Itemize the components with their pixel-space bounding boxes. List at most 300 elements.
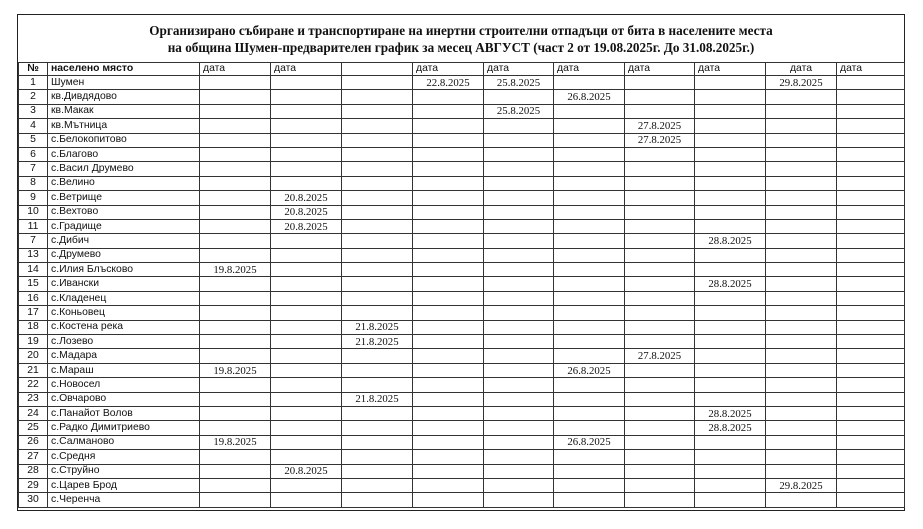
date-cell bbox=[271, 104, 342, 118]
date-cell bbox=[342, 205, 413, 219]
date-cell bbox=[766, 349, 837, 363]
place-name: кв.Дивдядово bbox=[48, 90, 200, 104]
date-cell bbox=[413, 335, 484, 349]
table-row bbox=[19, 76, 905, 90]
date-cell bbox=[695, 306, 766, 320]
date-cell bbox=[837, 335, 905, 349]
date-cell: 29.8.2025 bbox=[766, 478, 837, 492]
row-number: 22 bbox=[19, 378, 48, 392]
date-cell bbox=[766, 176, 837, 190]
date-cell bbox=[625, 406, 695, 420]
date-cell bbox=[766, 320, 837, 334]
place-name: с.Градище bbox=[48, 219, 200, 233]
date-cell bbox=[413, 176, 484, 190]
date-cell: 26.8.2025 bbox=[554, 435, 625, 449]
header-date: дата bbox=[484, 63, 554, 76]
header-date: дата bbox=[271, 63, 342, 76]
place-name: с.Кладенец bbox=[48, 291, 200, 305]
date-cell bbox=[342, 421, 413, 435]
date-cell bbox=[413, 133, 484, 147]
row-number: 7 bbox=[19, 234, 48, 248]
date-cell bbox=[413, 277, 484, 291]
date-cell bbox=[625, 291, 695, 305]
date-cell bbox=[413, 162, 484, 176]
date-cell bbox=[766, 162, 837, 176]
date-cell bbox=[625, 191, 695, 205]
date-cell bbox=[342, 76, 413, 90]
date-cell bbox=[837, 205, 905, 219]
date-cell bbox=[837, 378, 905, 392]
date-cell: 20.8.2025 bbox=[271, 205, 342, 219]
date-cell bbox=[554, 335, 625, 349]
date-cell bbox=[271, 349, 342, 363]
date-cell bbox=[837, 435, 905, 449]
row-number: 8 bbox=[19, 176, 48, 190]
date-cell bbox=[413, 478, 484, 492]
place-name: с.Коньовец bbox=[48, 306, 200, 320]
date-cell bbox=[271, 119, 342, 133]
table-row bbox=[19, 363, 905, 377]
date-cell: 26.8.2025 bbox=[554, 363, 625, 377]
date-cell bbox=[766, 392, 837, 406]
date-cell bbox=[200, 306, 271, 320]
date-cell bbox=[271, 234, 342, 248]
row-number: 19 bbox=[19, 335, 48, 349]
date-cell bbox=[484, 234, 554, 248]
date-cell bbox=[413, 291, 484, 305]
date-cell bbox=[342, 363, 413, 377]
date-cell bbox=[484, 363, 554, 377]
date-cell bbox=[413, 493, 484, 507]
date-cell bbox=[342, 219, 413, 233]
date-cell bbox=[766, 133, 837, 147]
table-row bbox=[19, 133, 905, 147]
date-cell bbox=[554, 205, 625, 219]
date-cell bbox=[554, 421, 625, 435]
date-cell bbox=[554, 493, 625, 507]
place-name: с.Дибич bbox=[48, 234, 200, 248]
date-cell bbox=[484, 335, 554, 349]
date-cell bbox=[766, 104, 837, 118]
date-cell bbox=[342, 478, 413, 492]
date-cell bbox=[837, 191, 905, 205]
place-name: с.Овчарово bbox=[48, 392, 200, 406]
date-cell: 26.8.2025 bbox=[554, 90, 625, 104]
date-cell bbox=[766, 306, 837, 320]
date-cell bbox=[554, 392, 625, 406]
date-cell bbox=[200, 320, 271, 334]
header-date: дата bbox=[200, 63, 271, 76]
date-cell bbox=[200, 464, 271, 478]
row-number: 10 bbox=[19, 205, 48, 219]
date-cell bbox=[200, 378, 271, 392]
place-name: с.Струйно bbox=[48, 464, 200, 478]
date-cell bbox=[554, 464, 625, 478]
date-cell bbox=[200, 90, 271, 104]
date-cell bbox=[766, 421, 837, 435]
row-number: 18 bbox=[19, 320, 48, 334]
date-cell bbox=[625, 263, 695, 277]
date-cell bbox=[200, 205, 271, 219]
date-cell bbox=[271, 263, 342, 277]
table-row bbox=[19, 349, 905, 363]
date-cell: 22.8.2025 bbox=[413, 76, 484, 90]
date-cell bbox=[484, 248, 554, 262]
row-number: 16 bbox=[19, 291, 48, 305]
date-cell bbox=[695, 119, 766, 133]
date-cell bbox=[554, 147, 625, 161]
date-cell bbox=[342, 234, 413, 248]
date-cell bbox=[625, 450, 695, 464]
row-number: 20 bbox=[19, 349, 48, 363]
row-number: 23 bbox=[19, 392, 48, 406]
date-cell bbox=[554, 176, 625, 190]
date-cell bbox=[342, 349, 413, 363]
date-cell bbox=[837, 478, 905, 492]
date-cell bbox=[837, 349, 905, 363]
table-row bbox=[19, 205, 905, 219]
place-name: с.Лозево bbox=[48, 335, 200, 349]
row-number: 11 bbox=[19, 219, 48, 233]
date-cell bbox=[200, 349, 271, 363]
date-cell bbox=[413, 147, 484, 161]
row-number: 2 bbox=[19, 90, 48, 104]
date-cell bbox=[625, 219, 695, 233]
place-name: с.Панайот Волов bbox=[48, 406, 200, 420]
table-row bbox=[19, 335, 905, 349]
row-number: 5 bbox=[19, 133, 48, 147]
date-cell bbox=[342, 406, 413, 420]
date-cell bbox=[342, 277, 413, 291]
date-cell bbox=[837, 90, 905, 104]
date-cell bbox=[271, 291, 342, 305]
date-cell bbox=[695, 176, 766, 190]
header-number: № bbox=[19, 63, 48, 76]
date-cell bbox=[695, 263, 766, 277]
date-cell bbox=[837, 263, 905, 277]
date-cell bbox=[837, 392, 905, 406]
table-row bbox=[19, 191, 905, 205]
date-cell bbox=[625, 478, 695, 492]
table-row bbox=[19, 104, 905, 118]
date-cell bbox=[342, 464, 413, 478]
date-cell bbox=[413, 191, 484, 205]
table-row bbox=[19, 277, 905, 291]
date-cell bbox=[484, 147, 554, 161]
table-row bbox=[19, 478, 905, 492]
date-cell bbox=[271, 248, 342, 262]
date-cell bbox=[200, 335, 271, 349]
date-cell bbox=[625, 363, 695, 377]
date-cell bbox=[554, 133, 625, 147]
date-cell bbox=[837, 162, 905, 176]
date-cell bbox=[413, 378, 484, 392]
date-cell bbox=[484, 392, 554, 406]
place-name: с.Новосел bbox=[48, 378, 200, 392]
date-cell bbox=[766, 435, 837, 449]
header-place: населено място bbox=[48, 63, 200, 76]
date-cell bbox=[342, 191, 413, 205]
date-cell bbox=[342, 263, 413, 277]
date-cell bbox=[837, 248, 905, 262]
date-cell bbox=[837, 291, 905, 305]
date-cell: 19.8.2025 bbox=[200, 363, 271, 377]
header-date bbox=[342, 63, 413, 76]
place-name: с.Салманово bbox=[48, 435, 200, 449]
date-cell bbox=[200, 277, 271, 291]
date-cell bbox=[200, 493, 271, 507]
date-cell bbox=[554, 119, 625, 133]
date-cell bbox=[766, 291, 837, 305]
date-cell bbox=[554, 378, 625, 392]
place-name: с.Средня bbox=[48, 450, 200, 464]
row-number: 25 bbox=[19, 421, 48, 435]
date-cell: 25.8.2025 bbox=[484, 104, 554, 118]
date-cell bbox=[200, 392, 271, 406]
date-cell bbox=[413, 104, 484, 118]
table-row bbox=[19, 119, 905, 133]
date-cell bbox=[554, 306, 625, 320]
date-cell: 21.8.2025 bbox=[342, 392, 413, 406]
header-date: дата bbox=[413, 63, 484, 76]
row-number: 29 bbox=[19, 478, 48, 492]
date-cell bbox=[766, 219, 837, 233]
date-cell bbox=[837, 234, 905, 248]
date-cell bbox=[484, 191, 554, 205]
header-date: дата bbox=[625, 63, 695, 76]
date-cell bbox=[484, 320, 554, 334]
row-number: 14 bbox=[19, 263, 48, 277]
date-cell bbox=[625, 493, 695, 507]
date-cell bbox=[271, 76, 342, 90]
date-cell bbox=[837, 493, 905, 507]
place-name: с.Мараш bbox=[48, 363, 200, 377]
place-name: с.Мадара bbox=[48, 349, 200, 363]
date-cell bbox=[271, 450, 342, 464]
row-number: 6 bbox=[19, 147, 48, 161]
date-cell bbox=[766, 464, 837, 478]
date-cell bbox=[766, 147, 837, 161]
row-number: 9 bbox=[19, 191, 48, 205]
date-cell bbox=[625, 248, 695, 262]
date-cell bbox=[554, 248, 625, 262]
date-cell bbox=[625, 76, 695, 90]
date-cell bbox=[342, 162, 413, 176]
date-cell bbox=[342, 378, 413, 392]
date-cell bbox=[271, 176, 342, 190]
date-cell: 19.8.2025 bbox=[200, 263, 271, 277]
date-cell bbox=[200, 234, 271, 248]
table-row bbox=[19, 450, 905, 464]
row-number: 24 bbox=[19, 406, 48, 420]
place-name: с.Вехтово bbox=[48, 205, 200, 219]
place-name: с.Черенча bbox=[48, 493, 200, 507]
date-cell bbox=[625, 464, 695, 478]
date-cell: 27.8.2025 bbox=[625, 133, 695, 147]
date-cell bbox=[766, 277, 837, 291]
date-cell bbox=[271, 392, 342, 406]
date-cell bbox=[554, 406, 625, 420]
place-name: с.Васил Друмево bbox=[48, 162, 200, 176]
date-cell bbox=[837, 464, 905, 478]
date-cell bbox=[484, 133, 554, 147]
date-cell bbox=[271, 335, 342, 349]
date-cell bbox=[484, 263, 554, 277]
place-name: с.Ивански bbox=[48, 277, 200, 291]
date-cell bbox=[413, 464, 484, 478]
date-cell bbox=[200, 76, 271, 90]
date-cell bbox=[554, 263, 625, 277]
date-cell bbox=[695, 349, 766, 363]
date-cell bbox=[837, 306, 905, 320]
date-cell bbox=[695, 219, 766, 233]
date-cell bbox=[342, 435, 413, 449]
date-cell bbox=[837, 147, 905, 161]
table-row bbox=[19, 378, 905, 392]
date-cell bbox=[342, 90, 413, 104]
date-cell bbox=[484, 306, 554, 320]
date-cell bbox=[554, 76, 625, 90]
date-cell bbox=[625, 378, 695, 392]
date-cell: 21.8.2025 bbox=[342, 335, 413, 349]
date-cell bbox=[625, 421, 695, 435]
date-cell bbox=[413, 263, 484, 277]
table-row bbox=[19, 234, 905, 248]
place-name: Шумен bbox=[48, 76, 200, 90]
table-row bbox=[19, 263, 905, 277]
date-cell bbox=[837, 219, 905, 233]
row-number: 17 bbox=[19, 306, 48, 320]
date-cell bbox=[695, 191, 766, 205]
date-cell bbox=[837, 104, 905, 118]
date-cell bbox=[342, 248, 413, 262]
date-cell bbox=[695, 90, 766, 104]
date-cell bbox=[413, 450, 484, 464]
date-cell bbox=[554, 450, 625, 464]
date-cell bbox=[554, 349, 625, 363]
date-cell bbox=[625, 320, 695, 334]
date-cell bbox=[625, 335, 695, 349]
place-name: с.Царев Брод bbox=[48, 478, 200, 492]
place-name: с.Радко Димитриево bbox=[48, 421, 200, 435]
date-cell: 25.8.2025 bbox=[484, 76, 554, 90]
date-cell bbox=[484, 205, 554, 219]
date-cell bbox=[695, 147, 766, 161]
date-cell bbox=[554, 277, 625, 291]
date-cell bbox=[271, 421, 342, 435]
date-cell bbox=[413, 119, 484, 133]
table-row bbox=[19, 248, 905, 262]
date-cell bbox=[766, 493, 837, 507]
date-cell bbox=[271, 306, 342, 320]
date-cell bbox=[484, 162, 554, 176]
date-cell bbox=[200, 104, 271, 118]
date-cell bbox=[837, 133, 905, 147]
header-date: дата bbox=[766, 63, 837, 76]
schedule-table bbox=[18, 62, 905, 508]
header-date: дата bbox=[695, 63, 766, 76]
date-cell bbox=[484, 421, 554, 435]
date-cell bbox=[695, 435, 766, 449]
date-cell bbox=[695, 248, 766, 262]
date-cell bbox=[837, 421, 905, 435]
date-cell bbox=[695, 335, 766, 349]
row-number: 13 bbox=[19, 248, 48, 262]
date-cell bbox=[200, 248, 271, 262]
table-row bbox=[19, 176, 905, 190]
date-cell bbox=[342, 306, 413, 320]
date-cell bbox=[484, 277, 554, 291]
row-number: 4 bbox=[19, 119, 48, 133]
table-row bbox=[19, 219, 905, 233]
place-name: с.Илия Блъсково bbox=[48, 263, 200, 277]
date-cell bbox=[625, 435, 695, 449]
table-row bbox=[19, 162, 905, 176]
place-name: с.Белокопитово bbox=[48, 133, 200, 147]
date-cell bbox=[837, 320, 905, 334]
place-name: с.Благово bbox=[48, 147, 200, 161]
date-cell bbox=[625, 90, 695, 104]
date-cell bbox=[837, 363, 905, 377]
date-cell bbox=[271, 133, 342, 147]
date-cell: 21.8.2025 bbox=[342, 320, 413, 334]
date-cell bbox=[484, 90, 554, 104]
date-cell bbox=[484, 478, 554, 492]
date-cell bbox=[625, 176, 695, 190]
header-date: дата bbox=[554, 63, 625, 76]
date-cell bbox=[695, 205, 766, 219]
date-cell bbox=[342, 147, 413, 161]
date-cell bbox=[484, 435, 554, 449]
date-cell bbox=[200, 191, 271, 205]
date-cell bbox=[625, 162, 695, 176]
date-cell bbox=[625, 277, 695, 291]
date-cell: 28.8.2025 bbox=[695, 421, 766, 435]
date-cell bbox=[271, 363, 342, 377]
date-cell bbox=[342, 119, 413, 133]
table-row bbox=[19, 90, 905, 104]
date-cell: 28.8.2025 bbox=[695, 406, 766, 420]
row-number: 27 bbox=[19, 450, 48, 464]
date-cell bbox=[695, 392, 766, 406]
date-cell bbox=[200, 421, 271, 435]
date-cell bbox=[342, 133, 413, 147]
date-cell bbox=[484, 378, 554, 392]
date-cell bbox=[837, 76, 905, 90]
header-row bbox=[19, 63, 905, 76]
table-row bbox=[19, 493, 905, 507]
date-cell bbox=[271, 406, 342, 420]
place-name: с.Велино bbox=[48, 176, 200, 190]
date-cell bbox=[271, 90, 342, 104]
date-cell bbox=[695, 478, 766, 492]
date-cell bbox=[766, 335, 837, 349]
date-cell bbox=[200, 291, 271, 305]
date-cell bbox=[271, 435, 342, 449]
table-row bbox=[19, 421, 905, 435]
date-cell: 29.8.2025 bbox=[766, 76, 837, 90]
date-cell bbox=[200, 406, 271, 420]
date-cell bbox=[271, 147, 342, 161]
row-number: 30 bbox=[19, 493, 48, 507]
date-cell bbox=[766, 90, 837, 104]
table-row bbox=[19, 464, 905, 478]
date-cell bbox=[766, 363, 837, 377]
date-cell bbox=[695, 493, 766, 507]
date-cell bbox=[413, 248, 484, 262]
date-cell bbox=[342, 104, 413, 118]
date-cell bbox=[554, 478, 625, 492]
